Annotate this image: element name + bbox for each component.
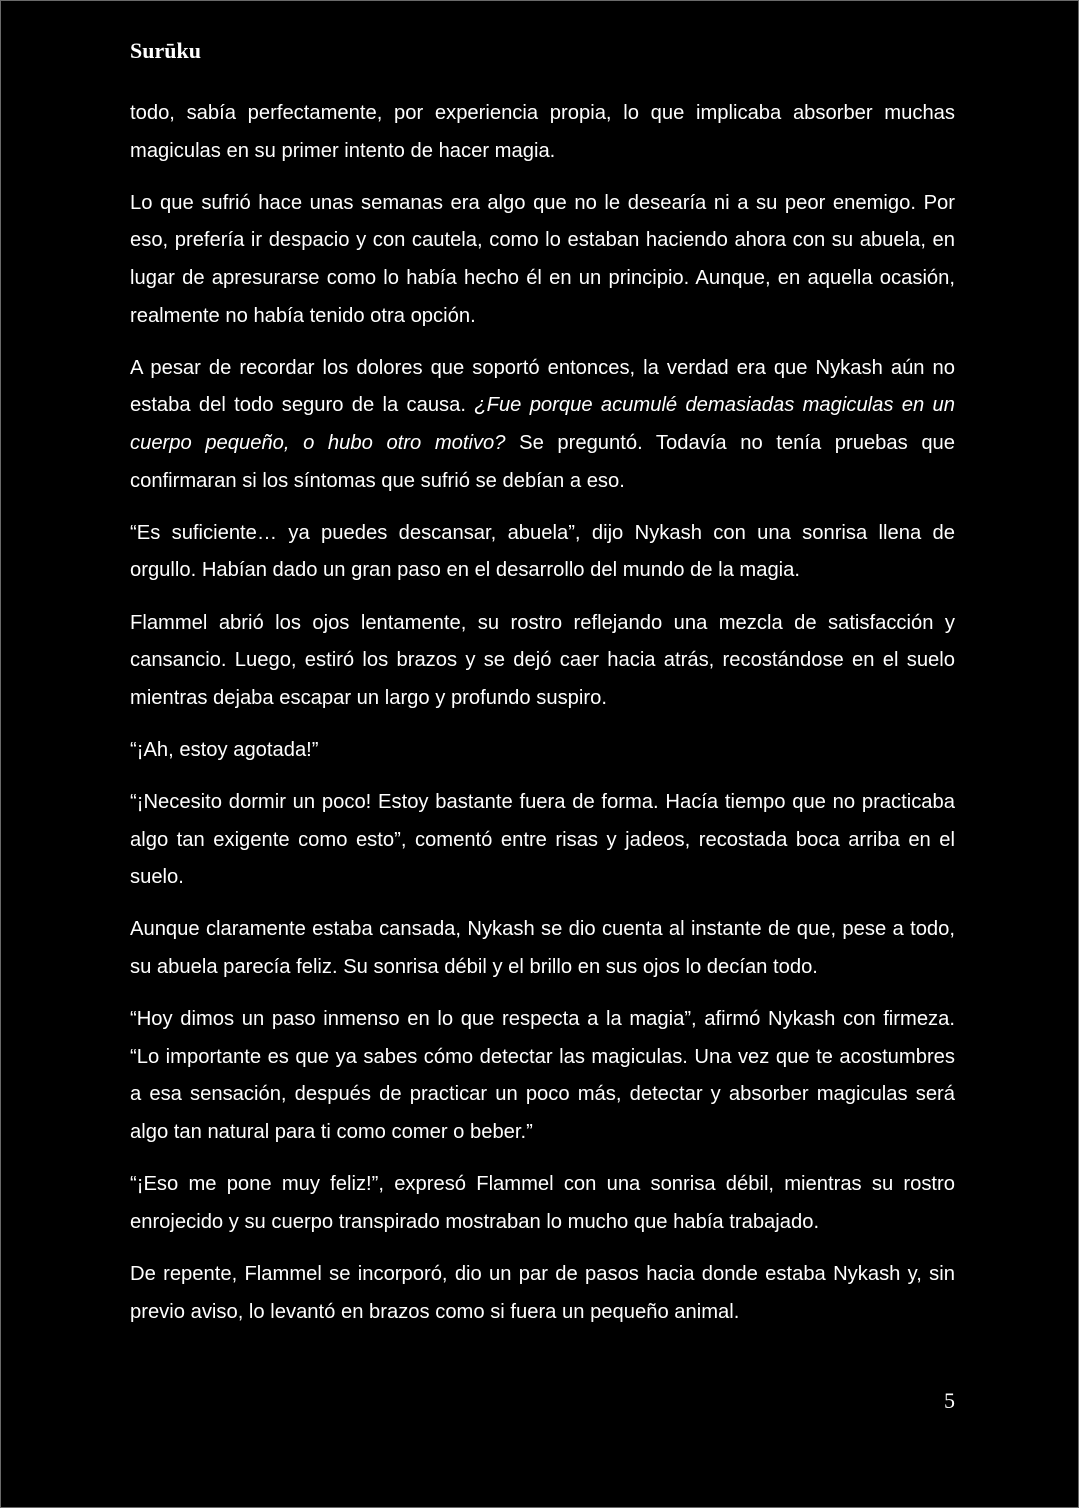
paragraph: “¡Ah, estoy agotada!” bbox=[130, 738, 319, 761]
paragraph: todo, sabía perfectamente, por experiencia propia, lo que implicaba absorber muchas magiculas en su primer intento de hacer magia. bbox=[130, 102, 955, 162]
paragraph: “¡Necesito dormir un poco! Estoy bastante fuera de forma. Hacía tiempo que no practicaba algo tan exigente como esto”, comentó entre risas y jadeos, recostada boca arriba en el suelo. bbox=[130, 791, 955, 889]
paragraph: Lo que sufrió hace unas semanas era algo que no le desearía ni a su peor enemigo. Por eso, prefería ir despacio y con cautela, como lo estaban haciendo ahora con su abuela, en lugar de apresurarse como lo había hecho él en un principio. Aunque, en aquella ocasión, realmente no había tenido otra opción. bbox=[130, 191, 955, 327]
paragraph: Flammel abrió los ojos lentamente, su rostro reflejando una mezcla de satisfacción y cansancio. Luego, estiró los brazos y se dejó caer hacia atrás, recostándose en el suelo mientras dejaba escapar un largo y profundo suspiro. bbox=[130, 611, 955, 709]
paragraph-text: A pesar de recordar los dolores que soportó entonces, la verdad era que Nykash aún no estaba del todo seguro de la causa. bbox=[130, 356, 955, 417]
running-header: Surūku bbox=[130, 38, 201, 63]
page-number: 5 bbox=[944, 1388, 955, 1413]
paragraph: “Es suficiente… ya puedes descansar, abuela”, dijo Nykash con una sonrisa llena de orgullo. Habían dado un gran paso en el desarrollo del mundo de la magia. bbox=[130, 521, 955, 582]
paragraph: De repente, Flammel se incorporó, dio un par de pasos hacia donde estaba Nykash y, sin previo aviso, lo levantó en brazos como si fuera un pequeño animal. bbox=[130, 1262, 955, 1323]
paragraph: Aunque claramente estaba cansada, Nykash se dio cuenta al instante de que, pese a todo, su abuela parecía feliz. Su sonrisa débil y el brillo en sus ojos lo decían todo. bbox=[130, 918, 955, 979]
paragraph bbox=[130, 350, 955, 500]
paragraph: “¡Eso me pone muy feliz!”, expresó Flammel con una sonrisa débil, mientras su rostro enrojecido y su cuerpo transpirado mostraban lo mucho que había trabajado. bbox=[130, 1173, 955, 1233]
body-text bbox=[130, 95, 955, 1346]
paragraph: “Hoy dimos un paso inmenso en lo que respecta a la magia”, afirmó Nykash con firmeza. “Lo importante es que ya sabes cómo detectar las magiculas. Una vez que te acostumbres a esa sensación, después de practicar un poco más, detectar y absorber magiculas será algo tan natural para ti como comer o beber.” bbox=[130, 1008, 955, 1143]
paragraph-text: Se preguntó. Todavía no tenía pruebas que confirmaran si los síntomas que sufrió se debían a eso. bbox=[130, 431, 956, 492]
italic-thought: ¿Fue porque acumulé demasiadas magiculas en un cuerpo pequeño, o hubo otro motivo? bbox=[130, 394, 955, 454]
